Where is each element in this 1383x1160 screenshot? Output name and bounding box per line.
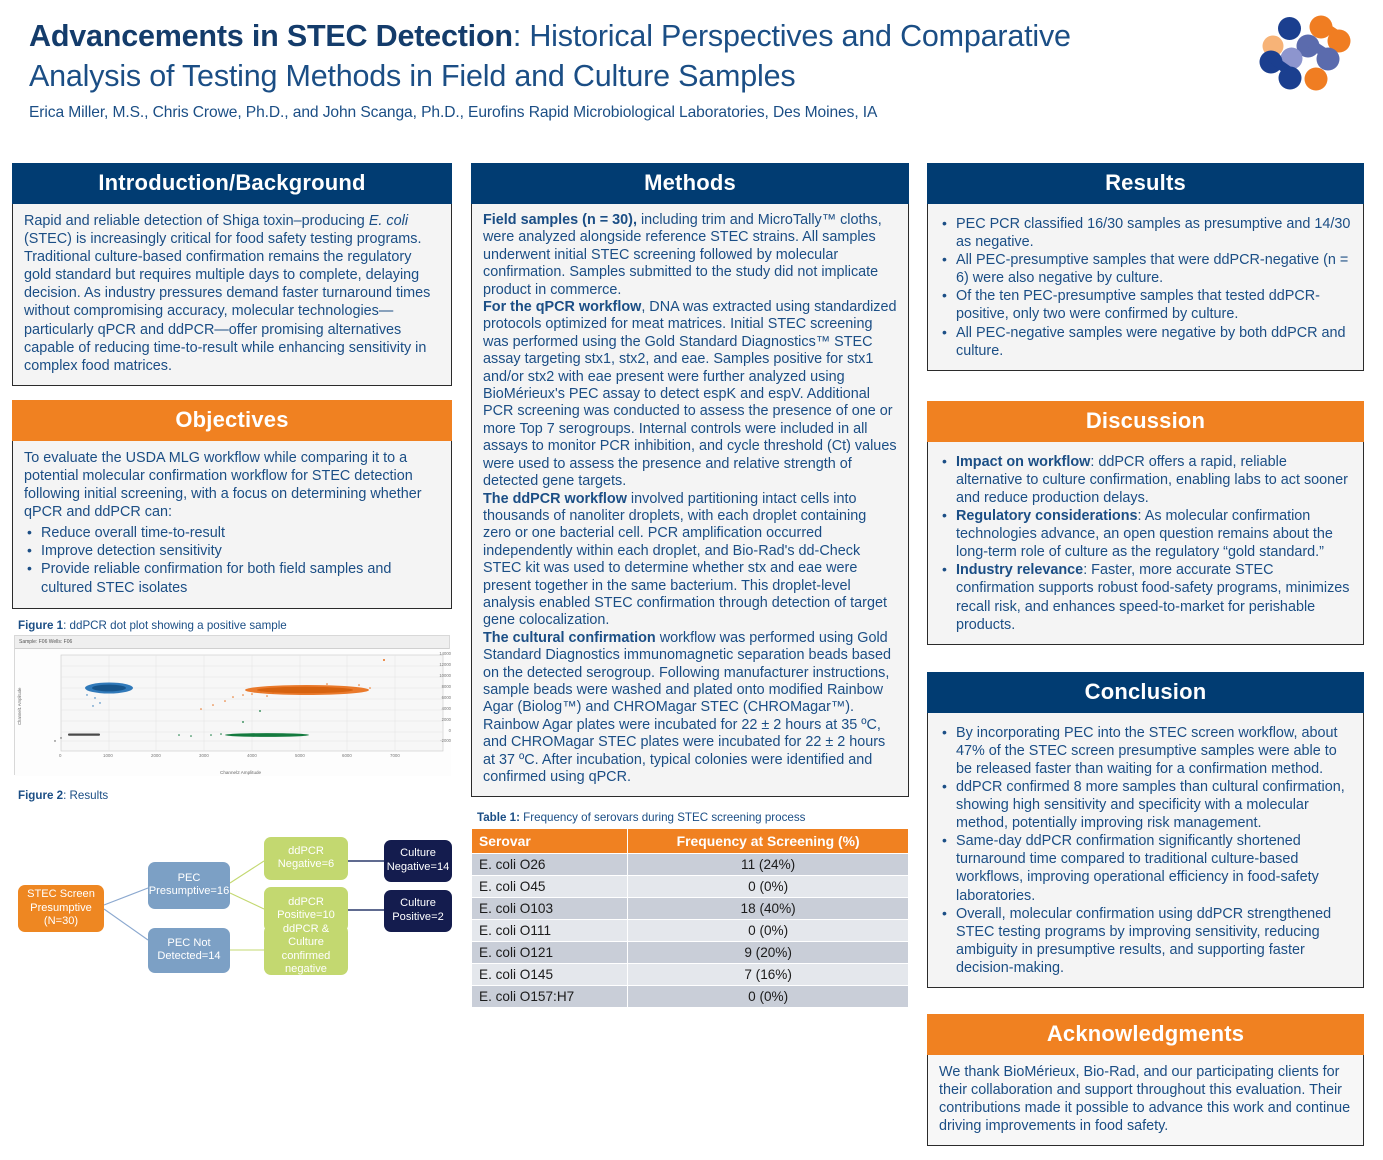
dotplot-xtick: 5000 [295,752,305,758]
list-item: • Overall, molecular confirmation using ddPCR strengthened STEC testing programs by improving sensitivity, reducing ambiguity in presumptive results, and supporting faster decision-making. [939,905,1352,977]
cell-frequency: 9 (20%) [628,942,909,964]
conclusion-body [927,713,1364,988]
title-remainder: : Historical Perspectives and Comparative [512,19,1071,53]
table-row [472,920,909,942]
flow-node-root: STEC Screen Presumptive (N=30) [18,885,104,932]
results-bullet-list [939,215,1352,360]
acknowledgments-body [927,1055,1364,1146]
table1-caption [477,811,909,824]
methods-lead-4: The cultural confirmation [483,629,656,646]
table1-caption-text: Frequency of serovars during STEC screening process [519,811,806,825]
dotplot-xtick: 1000 [103,752,113,758]
dotplot-ytick: 8000 [441,683,451,689]
table-header-row [472,829,909,854]
flow-node-ddpcr-positive: ddPCR Positive=10 [264,887,348,932]
results-heading: Results [927,163,1364,204]
results-body [927,204,1364,371]
methods-panel [471,163,909,797]
methods-paragraph-2 [483,299,897,490]
list-item: • ddPCR confirmed 8 more samples than cultural confirmation, showing high sensitivity and specificity with a molecular method, potentially improving risk management. [939,778,1352,832]
discussion-lead-3: Industry relevance [956,562,1084,579]
discussion-text-1: : ddPCR offers a rapid, reliable alternative to culture confirmation, enabling labs to act sooner and reduce production delays. [956,453,1348,506]
methods-paragraph-3 [483,491,897,630]
methods-paragraph-4 [483,630,897,787]
discussion-panel [927,401,1364,645]
list-item: • Of the ten PEC-presumptive samples that tested ddPCR-positive, only two were confirmed by culture. [939,287,1352,323]
methods-text-1: including trim and MicroTally™ cloths, were analyzed alongside reference STEC strains. All samples underwent initial STEC screening followed by molecular confirmation. Samples submitted to the study did not implicate product in commerce. [483,212,882,298]
objectives-intro: To evaluate the USDA MLG workflow while comparing it to a potential molecular confirmation workflow for STEC detection following initial screening, with a focus on determining whether qPCR and ddPCR can: [24,449,422,521]
dotplot-ytick: 12000 [439,661,451,667]
dotplot-canvas [15,649,451,776]
list-item: • PEC PCR classified 16/30 samples as presumptive and 14/30 as negative. [939,215,1352,251]
dotplot-xtick: 0 [59,752,62,758]
intro-text-part1: Rapid and reliable detection of Shiga toxin–producing [24,213,369,229]
figure1-label: Figure 1 [18,618,64,632]
dotplot-x-axis-label: Channel2 Amplitude [220,769,262,775]
figure2-caption [18,789,452,802]
methods-paragraph-1 [483,212,897,299]
cell-serovar: E. coli O26 [472,854,628,876]
acknowledgments-text: We thank BioMérieux, Bio-Rad, and our participating clients for their collaboration and support throughout this evaluation. Their contributions made it possible to advance this work and continue driving improvements in food safety. [939,1064,1351,1135]
conclusion-panel [927,672,1364,988]
flow-node-culture-negative: Culture Negative=14 [384,840,452,882]
figure1-caption [18,619,452,632]
dotplot-title: Sample: F06 Wells: F06 [15,636,449,649]
acknowledgments-panel [927,1014,1364,1146]
page-title [29,16,1219,96]
eurofins-logo-icon [1249,14,1357,98]
author-list: Erica Miller, M.S., Chris Crowe, Ph.D., and John Scanga, Ph.D., Eurofins Rapid Microbiological Laboratories, Des Moines, IA [29,104,878,121]
dotplot-ytick: 2000 [441,716,451,722]
serovar-frequency-table [471,828,909,1008]
list-item: • Provide reliable confirmation for both field samples and cultured STEC isolates [24,560,440,596]
right-column [927,163,1364,1160]
methods-lead-1: Field samples (n = 30), [483,212,637,228]
table-row [472,898,909,920]
list-item: • By incorporating PEC into the STEC screen workflow, about 47% of the STEC screen presumptive samples were able to be released faster than waiting for a confirmation method. [939,724,1352,778]
cell-serovar: E. coli O121 [472,942,628,964]
list-item: • Reduce overall time-to-result [24,524,440,542]
flow-node-ddpcr-culture-negative: ddPCR & Culture confirmed negative [264,925,348,975]
discussion-text-3: : Faster, more accurate STEC confirmation supports robust food-safety programs, minimizes recall risk, and enhances speed-to-market for perishable products. [956,562,1350,633]
flow-node-pec-presumptive: PEC Presumptive=16 [148,862,230,909]
methods-lead-3: The ddPCR workflow [483,490,627,507]
dotplot-xtick: 7000 [390,752,400,758]
discussion-text-2: : As molecular confirmation technologies advance, an open question remains about the long-term role of culture as the regulatory “gold standard.” [956,508,1333,561]
dotplot-xtick: 4000 [247,752,257,758]
column-header-frequency: Frequency at Screening (%) [628,829,909,854]
table1-block [471,811,909,1008]
cell-serovar: E. coli O103 [472,898,628,920]
ddpcr-dotplot-figure [14,635,450,775]
intro-species-italic: E. coli [368,213,409,229]
poster-header [0,0,1383,148]
cell-serovar: E. coli O111 [472,920,628,942]
table-row [472,942,909,964]
methods-lead-2: For the qPCR workflow [483,299,642,316]
dotplot-ytick: 0 [448,727,451,733]
figure2-label: Figure 2 [18,788,64,802]
dotplot-xtick: 3000 [199,752,209,758]
dotplot-xtick: 6000 [342,752,352,758]
list-item: • All PEC-negative samples were negative by both ddPCR and culture. [939,324,1352,360]
left-column [12,163,452,980]
cell-frequency: 0 (0%) [628,986,909,1008]
objectives-panel [12,400,452,609]
discussion-body [927,442,1364,645]
flow-node-culture-positive: Culture Positive=2 [384,890,452,932]
results-panel [927,163,1364,371]
methods-text-4: workflow was performed using Gold Standard Diagnostics immunomagnetic separation beads based on the detected serogroup. Following manufacturer instructions, sample beads were washed and plated onto modified Rainbow Agar (Biolog™) and CHROMagar STEC (CHROMagar™). Rainbow Agar plates were incubated for 22 ± 2 hours at 35 ºC, and CHROMagar STEC plates were incubated for 22 ± 2 hours at 37 ºC. After incubation, typical colonies were identified and confirmed using qPCR. [483,629,891,785]
introduction-heading: Introduction/Background [12,163,452,204]
methods-heading: Methods [471,163,909,204]
cell-frequency: 7 (16%) [628,964,909,986]
list-item: • Same-day ddPCR confirmation significantly shortened turnaround time compared to traditional culture-based workflows, improving operational efficiency in food-safety laboratories. [939,832,1352,904]
dotplot-ytick: -2000 [440,737,451,743]
discussion-lead-2: Regulatory considerations [956,508,1138,525]
list-item: • All PEC-presumptive samples that were ddPCR-negative (n = 6) were also negative by culture. [939,251,1352,287]
title-line-2: Analysis of Testing Methods in Field and Culture Samples [29,59,796,93]
introduction-body [12,204,452,386]
flow-node-pec-not-detected: PEC Not Detected=14 [148,928,230,973]
dotplot-ytick: 14000 [439,650,451,656]
conclusion-heading: Conclusion [927,672,1364,713]
discussion-bullet-list [939,453,1352,634]
title-emphasis: Advancements in STEC Detection [29,19,513,53]
cell-frequency: 0 (0%) [628,920,909,942]
cell-serovar: E. coli O157:H7 [472,986,628,1008]
methods-text-2: , DNA was extracted using standardized protocols optimized for meat matrices. Initial STEC screening was performed using the Gold Standard Diagnostics™ STEC assay targeting stx1, stx2, and eae. Samples positive for stx1 and/or stx2 with eae present were further analyzed using BioMérieux's PEC assay to detect espK and espV. Additional PCR screening was conducted to assess the presence of one or more Top 7 serogroups. Internal controls were included in all assays to monitor PCR inhibition, and cycle threshold (Ct) values were used to assess the presence and relative strength of detected gene targets. [483,299,897,490]
middle-column [471,163,909,1008]
list-item [939,453,1352,507]
figure2-caption-text: : Results [63,788,109,802]
conclusion-bullet-list [939,724,1352,977]
dotplot-ytick: 4000 [441,705,451,711]
objectives-bullet-list [24,524,440,596]
cell-serovar: E. coli O145 [472,964,628,986]
methods-body [471,204,909,797]
dotplot-xtick: 2000 [151,752,161,758]
objectives-body [12,441,452,609]
list-item [939,561,1352,633]
cell-frequency: 11 (24%) [628,854,909,876]
dotplot-ytick: 6000 [441,694,451,700]
cell-frequency: 0 (0%) [628,876,909,898]
table-row [472,854,909,876]
discussion-heading: Discussion [927,401,1364,442]
cell-frequency: 18 (40%) [628,898,909,920]
list-item [939,507,1352,561]
discussion-lead-1: Impact on workflow [956,453,1091,470]
figure1-caption-text: : ddPCR dot plot showing a positive sample [63,618,287,632]
table1-label: Table 1: [477,811,520,825]
table-row [472,964,909,986]
dotplot-y-axis-label: Channel1 Amplitude [17,687,22,725]
introduction-panel [12,163,452,386]
list-item: • Improve detection sensitivity [24,542,440,560]
table-row [472,986,909,1008]
results-flowchart [12,805,452,980]
table-row [472,876,909,898]
cell-serovar: E. coli O45 [472,876,628,898]
objectives-heading: Objectives [12,400,452,441]
intro-text-part2: (STEC) is increasingly critical for food safety testing programs. Traditional culture-based confirmation remains the regulatory gold standard but requires multiple days to complete, delaying decision. As industry pressures demand faster turnaround times without compromising accuracy, molecular technologies—particularly qPCR and ddPCR—offer promising alternatives capable of reducing time-to-result while enhancing sensitivity in complex food matrices. [24,231,431,374]
column-header-serovar: Serovar [472,829,628,854]
dotplot-ytick: 10000 [439,672,451,678]
flow-node-ddpcr-negative: ddPCR Negative=6 [264,837,348,880]
acknowledgments-heading: Acknowledgments [927,1014,1364,1055]
methods-text-3: involved partitioning intact cells into thousands of nanoliter droplets, with each droplet containing zero or one bacterial cell. PCR amplification occurred independently within each droplet, and Bio-Rad's dd-Check STEC kit was used to determine whether stx and eae were present together in the same bacterium. This droplet-level analysis enabled STEC confirmation through detection of target gene colocalization. [483,490,887,629]
